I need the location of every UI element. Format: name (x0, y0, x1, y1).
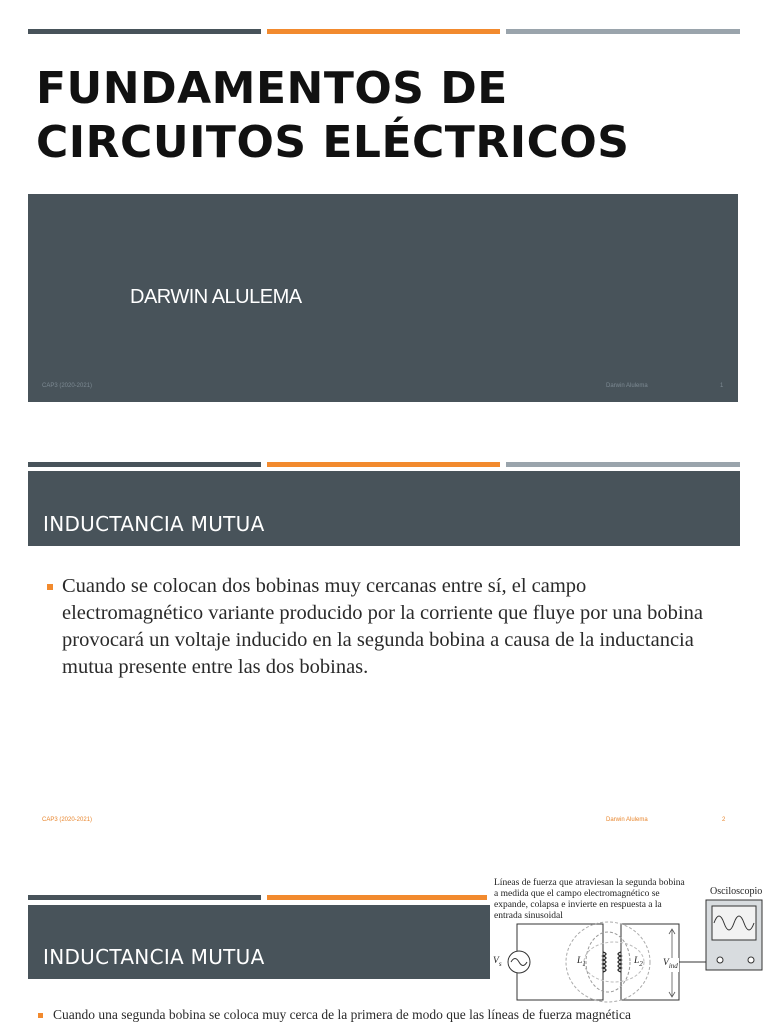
top-bar-orange (267, 29, 500, 34)
oscilloscope-label: Osciloscopio (710, 886, 763, 897)
slide-1-page-number: 1 (720, 383, 724, 389)
figure-caption-line-1: Líneas de fuerza que atraviesan la segunda bobina (494, 878, 685, 888)
slide-2-footer-center: Darwin Alulema (606, 817, 648, 823)
vind-label: $V_{ind}$ (663, 958, 678, 970)
l2-label: $L_2$ (634, 956, 643, 968)
title-line-2: CIRCUITOS ELÉCTRICOS (36, 117, 630, 168)
figure-caption-line-3: expande, colapsa e invierte en respuesta a la (494, 900, 662, 910)
slide-2-page-number: 2 (722, 817, 726, 823)
slide-2-bar-dark (28, 462, 261, 467)
l1-label: $L_1$ (577, 956, 586, 968)
figure-caption-line-2: a medida que el campo electromagnético se (494, 889, 660, 899)
bullet-icon (47, 584, 53, 590)
bullet-icon (38, 1013, 43, 1018)
slide-3-title: INDUCTANCIA MUTUA (43, 945, 265, 969)
mutual-inductance-figure (486, 872, 768, 1010)
slide-2-body: Cuando se colocan dos bobinas muy cercanas entre sí, el campo electromagnético variante producido por la corriente que fluye por una bobina provocará un voltaje inducido en la segunda bobina a causa de la inductancia mutua presente entre las dos bobinas. (62, 575, 703, 678)
slide-1-title (36, 62, 629, 170)
slide-2-title: INDUCTANCIA MUTUA (43, 512, 265, 536)
title-line-1: FUNDAMENTOS DE (36, 63, 508, 114)
slide-2-bar-gray (506, 462, 740, 467)
slide-3-bar-orange (267, 895, 487, 900)
circuit-diagram-icon (486, 872, 768, 1010)
slide-1-footer-center: Darwin Alulema (606, 383, 648, 389)
slide-2-bar-orange (267, 462, 500, 467)
slide-1-footer-left: CAP3 (2020-2021) (42, 383, 93, 389)
top-bar-dark (28, 29, 261, 34)
slide-2-footer-left: CAP3 (2020-2021) (42, 817, 93, 823)
slide-3-body: Cuando una segunda bobina se coloca muy cerca de la primera de modo que las líneas de fuerza magnética (53, 1007, 632, 1022)
slide-3-bar-dark (28, 895, 261, 900)
author-name: DARWIN ALULEMA (130, 286, 302, 308)
figure-caption-line-4: entrada sinusoidal (494, 911, 563, 921)
source-label: $V_s$ (493, 956, 502, 968)
top-bar-gray (506, 29, 740, 34)
